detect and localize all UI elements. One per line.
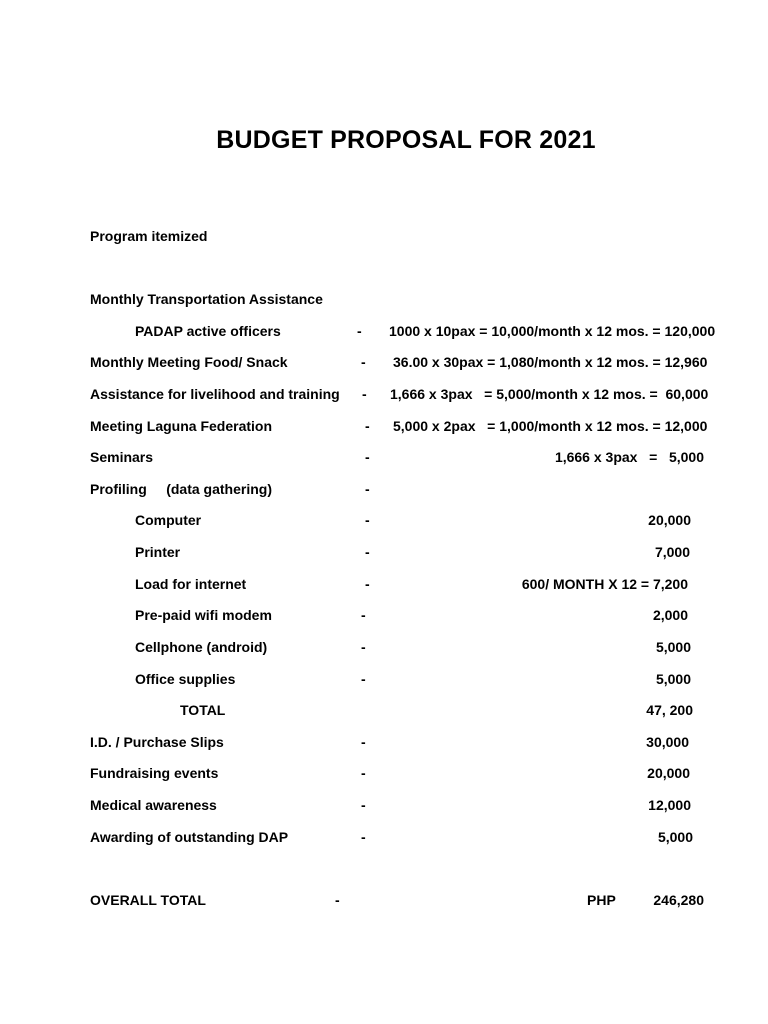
- item-label: Assistance for livelihood and training: [90, 386, 340, 402]
- item-label: Cellphone (android): [135, 639, 268, 655]
- overall-total-amount: 246,280: [653, 892, 704, 908]
- item-value: 5,000: [655, 671, 691, 687]
- item-dash: -: [361, 607, 366, 623]
- item-label: Meeting Laguna Federation: [90, 418, 273, 434]
- item-value: 30,000: [646, 734, 689, 750]
- item-dash: -: [362, 386, 367, 402]
- item-label: Fundraising events: [90, 765, 219, 781]
- item-label: Printer: [135, 544, 181, 560]
- item-dash: -: [361, 354, 366, 370]
- item-dash: -: [365, 481, 370, 497]
- item-dash: -: [361, 639, 366, 655]
- item-dash: -: [365, 512, 370, 528]
- item-dash: -: [361, 671, 366, 687]
- item-value: 1,666 x 3pax = 5,000: [554, 449, 704, 465]
- item-value: 5,000: [657, 829, 693, 845]
- item-value: 36.00 x 30pax = 1,080/month x 12 mos. = 12,960: [393, 354, 708, 370]
- item-dash: -: [361, 797, 366, 813]
- item-value: 2,000: [652, 607, 688, 623]
- item-label: Office supplies: [135, 671, 236, 687]
- document-subtitle: Program itemized: [90, 228, 208, 244]
- overall-total-currency: PHP: [587, 892, 616, 908]
- item-value: 600/ MONTH X 12 = 7,200: [521, 576, 688, 592]
- item-value: 5,000: [655, 639, 691, 655]
- item-label: Awarding of outstanding DAP: [90, 829, 289, 845]
- item-label: Profiling (data gathering): [90, 481, 272, 497]
- item-value: 7,000: [654, 544, 690, 560]
- item-label: Computer: [135, 512, 202, 528]
- item-value: 12,000: [648, 797, 691, 813]
- item-label: Medical awareness: [90, 797, 217, 813]
- item-value: 1000 x 10pax = 10,000/month x 12 mos. = 120,000: [389, 323, 716, 339]
- item-dash: -: [361, 734, 366, 750]
- item-dash: -: [365, 544, 370, 560]
- item-label: PADAP active officers: [135, 323, 281, 339]
- subtotal-label: TOTAL: [180, 702, 226, 718]
- overall-total-label: OVERALL TOTAL: [90, 892, 206, 908]
- item-dash: -: [365, 418, 370, 434]
- item-dash: -: [361, 765, 366, 781]
- item-dash: -: [361, 829, 366, 845]
- item-label: I.D. / Purchase Slips: [90, 734, 224, 750]
- item-value: 20,000: [647, 765, 690, 781]
- section-heading: Monthly Transportation Assistance: [90, 291, 323, 307]
- item-value: 5,000 x 2pax = 1,000/month x 12 mos. = 12,000: [393, 418, 708, 434]
- item-value: 20,000: [648, 512, 691, 528]
- item-dash: -: [357, 323, 362, 339]
- subtotal-value: 47, 200: [646, 702, 693, 718]
- item-label: Load for internet: [135, 576, 247, 592]
- item-label: Seminars: [90, 449, 154, 465]
- document-title: BUDGET PROPOSAL FOR 2021: [216, 126, 596, 154]
- item-label: Pre-paid wifi modem: [135, 607, 272, 623]
- item-label: Monthly Meeting Food/ Snack: [90, 354, 288, 370]
- item-dash: -: [365, 449, 370, 465]
- item-value: 1,666 x 3pax = 5,000/month x 12 mos. = 60,000: [390, 386, 709, 402]
- overall-total-dash: -: [335, 892, 340, 908]
- item-dash: -: [365, 576, 370, 592]
